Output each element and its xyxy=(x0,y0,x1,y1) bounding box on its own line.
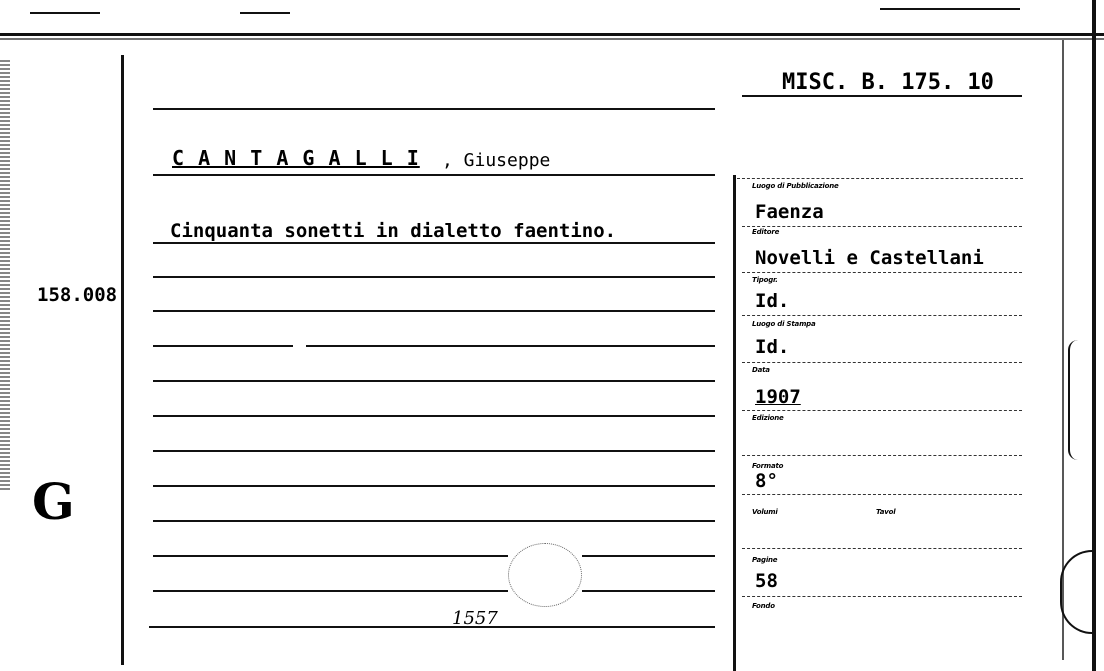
card-top-edge xyxy=(0,33,1104,36)
value-pagine: 58 xyxy=(755,570,778,592)
ruled-line xyxy=(153,590,508,592)
panel-top-line xyxy=(737,178,1023,179)
label-editore: Editore xyxy=(752,228,780,236)
field-line xyxy=(742,548,1022,549)
field-line xyxy=(742,455,1022,456)
author-forename: , Giuseppe xyxy=(442,150,551,171)
field-line xyxy=(742,272,1022,273)
shelfmark: MISC. B. 175. 10 xyxy=(782,70,994,95)
bottom-note: 1557 xyxy=(452,608,498,629)
value-tipografia: Id. xyxy=(755,290,790,312)
right-margin-marks xyxy=(1060,40,1090,660)
ruled-line xyxy=(306,345,715,347)
label-tipografia: Tipogr. xyxy=(752,276,778,284)
field-line xyxy=(742,410,1022,411)
ruled-line xyxy=(153,415,715,417)
ruled-line xyxy=(153,276,715,278)
ruled-line xyxy=(153,310,715,312)
ruled-line xyxy=(153,174,715,176)
author-surname: C A N T A G A L L I xyxy=(172,146,420,170)
shelfmark-underline xyxy=(742,95,1022,97)
card-right-edge xyxy=(1092,0,1096,671)
value-editore: Novelli e Castellani xyxy=(755,247,984,269)
value-data: 1907 xyxy=(755,386,801,408)
side-panel-divider xyxy=(733,175,736,671)
book-title: Cinquanta sonetti in dialetto faentino. xyxy=(170,220,617,242)
ruled-line xyxy=(153,242,715,244)
ruled-line xyxy=(153,555,508,557)
label-volumi: Volumi xyxy=(752,508,778,516)
ruled-line xyxy=(153,450,715,452)
inventory-number: 158.008 xyxy=(37,284,118,306)
scan-edge-left xyxy=(0,60,10,490)
ruled-line xyxy=(582,590,715,592)
field-line xyxy=(742,362,1022,363)
field-line xyxy=(742,494,1022,495)
label-pagine: Pagine xyxy=(752,556,778,564)
ruled-line xyxy=(153,380,715,382)
ruled-line xyxy=(582,555,715,557)
field-line xyxy=(742,596,1022,597)
field-line xyxy=(742,226,1022,227)
section-letter: G xyxy=(32,472,75,531)
hole-punch xyxy=(508,543,582,607)
ruled-line xyxy=(153,485,715,487)
card-top-edge-2 xyxy=(0,38,1104,40)
value-luogo-stampa: Id. xyxy=(755,336,790,358)
label-luogo-pubblicazione: Luogo di Pubblicazione xyxy=(752,182,839,190)
label-luogo-stampa: Luogo di Stampa xyxy=(752,320,816,328)
ruled-line xyxy=(149,626,715,628)
value-formato: 8° xyxy=(755,470,778,492)
scan-top-marks xyxy=(0,12,1104,20)
ruled-line xyxy=(153,345,293,347)
label-data: Data xyxy=(752,366,770,374)
value-luogo-pubblicazione: Faenza xyxy=(755,201,824,223)
ruled-line xyxy=(153,108,715,110)
label-formato: Formato xyxy=(752,462,784,470)
label-fondo: Fondo xyxy=(752,602,775,610)
card-left-margin-rule xyxy=(121,55,124,665)
ruled-line xyxy=(153,520,715,522)
field-line xyxy=(742,315,1022,316)
label-edizione: Edizione xyxy=(752,414,784,422)
label-tavole: Tavol xyxy=(876,508,896,516)
